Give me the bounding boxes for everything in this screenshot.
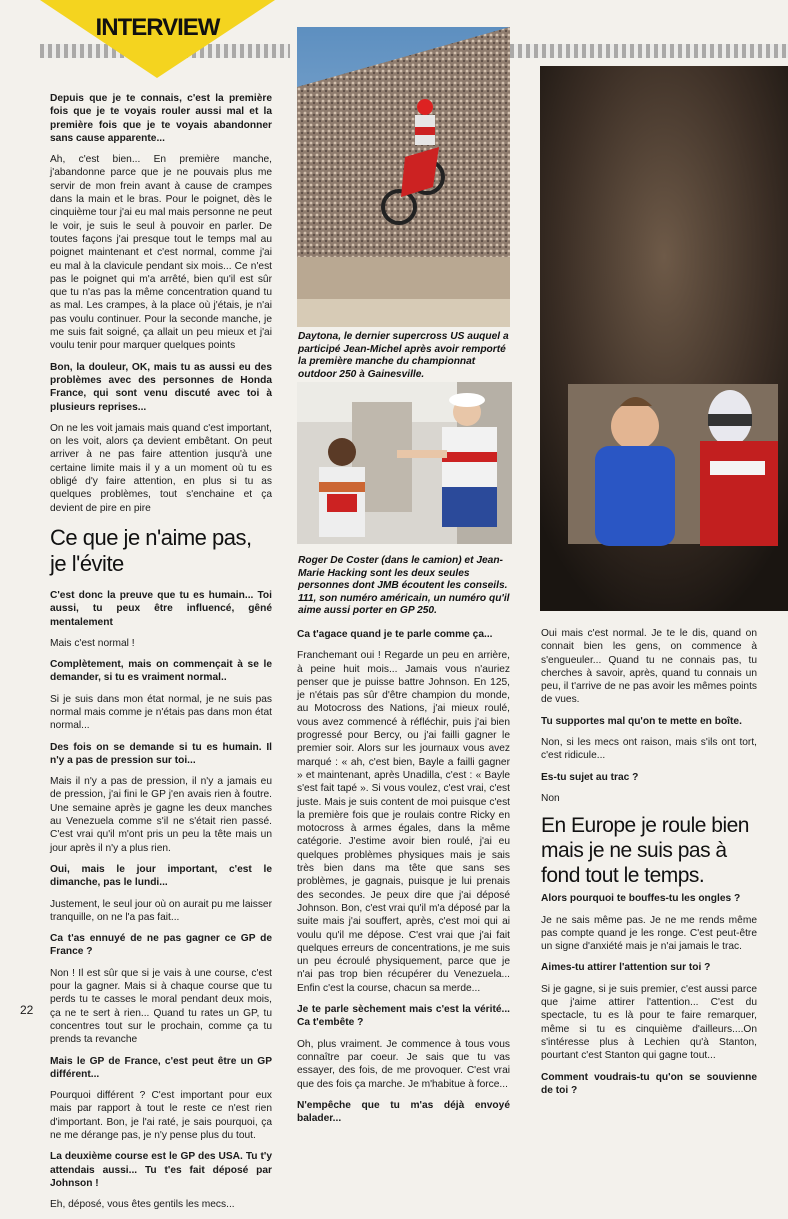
- answer: Justement, le seul jour où on aurait pu me laisser tranquille, on ne l'a pas fait...: [50, 898, 272, 923]
- question: Ca t'as ennuyé de ne pas gagner ce GP de France ?: [50, 933, 272, 958]
- question: Comment voudrais-tu qu'on se souvienne de toi ?: [541, 1071, 757, 1096]
- column-3: [541, 627, 757, 1105]
- answer: Mais c'est normal !: [50, 637, 135, 649]
- question: Ca t'agace quand je te parle comme ça...: [297, 629, 493, 640]
- answer: Oh, plus vraiment. Je commence à tous vous connaître par coeur. Je sais que tu vas essayer, des fois, de me provoquer. C'est vrai que des fois ça marche. Je m'habitue à force...: [297, 1038, 510, 1090]
- answer: Pourquoi différent ? C'est important pour eux mais par rapport à tout le reste ce n'est rien d'important. Bon, je l'ai raté, je sais pourquoi, ça ne me dérange pas, je n'y pense plus du tout.: [50, 1090, 272, 1141]
- photo-daytona-supercross: [297, 27, 510, 327]
- daytona-photo-image: [297, 27, 510, 327]
- question: Es-tu sujet au trac ?: [541, 771, 639, 783]
- question: Aimes-tu attirer l'attention sur toi ?: [541, 962, 711, 974]
- question: N'empêche que tu m'as déjà envoyé balader...: [297, 1099, 510, 1125]
- answer: Oui mais c'est normal. Je te le dis, quand on connait bien les gens, on commence à s'engueuler... Quand tu ne connais pas, tu cherches à savoir, après, quand tu connais un peu, il t'arrive de ne pas avoir les mêmes points de vues.: [541, 628, 757, 706]
- answer: Mais il n'y a pas de pression, il n'y a jamais eu de pression, j'ai fini le GP j'en avais rien à foutre. Une semaine après je gagne les deux manches au Venezuela comme s'il ne s'était rien passé. C'est vrai qu'il m'ont pris un peu la tête mais un jour après il n'y a plus rien.: [50, 776, 272, 854]
- answer: Franchemant oui ! Regarde un peu en arrière, à peine huit mois... Jamais vous n'auriez penser que je puisse battre Johnson. En 125, je n'étais pas sûr d'être champion du monde, au Motocross des Nations, j'ai mieux roulé, vous avez commencé à réfléchir, puis j'ai bien progressé pour Bercy, ou j'ai failli gagner le premier soir. Alors sur les journaux vous avez marqué : « ah, c'est bien, Bayle a failli gagner » et maintenant, après Unadilla, c'est : « Bayle s'est fait tapé ». Si vous voulez, c'est vrai, c'est juste. Mais je suis content de moi puisque c'est la première fois que je roulais contre Ricky en motocross à armes égales, dans la même catégorie. J'estime avoir bien roulé, j'ai eu quelques problèmes physiques mais je sais très bien dans ma tête que sans ses problèmes, je gagnais, puisque je lui prenais des secondes. Je peux dire que j'ai déposé Johnson. Bon, c'est vrai qu'il m'a déposé par la suite mais j'ai souffert, après, c'est moi qui ai voulu qu'il me dépose. C'est vrai que j'ai fait quelques erreurs de concentrations, je me suis un peu écroulé physiquement, parce que je n'ai pas trop bien récupérer du Venezuela... Enfin c'est la course, chacun sa merde...: [297, 650, 510, 994]
- portrait-photo-image: [540, 66, 788, 611]
- question: C'est donc la preuve que tu es humain... Toi aussi, tu peux être influencé, gêné mentalement: [50, 589, 272, 628]
- question: Des fois on se demande si tu es humain. Il n'y a pas de pression sur toi...: [50, 741, 272, 766]
- question: Bon, la douleur, OK, mais tu as aussi eu des problèmes avec des personnes de Honda France, qui sont venu discuté avec toi à plusieurs reprises...: [50, 361, 272, 413]
- answer: Non ! Il est sûr que si je vais à une course, c'est pour la gagner. Mais si à chaque course que tu perds tu te casses le moral pendant deux mois, ça ne te sert à rien... Quand tu rates un GP, tu concentres tout sur le prochain, comme ça tu prends ta revanche: [50, 967, 272, 1046]
- section-heading: Ce que je n'aime pas, je l'évite: [50, 524, 252, 576]
- photo-caption-daytona: Daytona, le dernier supercross US auquel a participé Jean-Michel après avoir remporté la première manche du championnat outdoor 250 à Gainesville.: [298, 331, 509, 380]
- answer: Si je gagne, si je suis premier, c'est aussi parce que j'aime attirer l'attention... C'est du spectacle, tu es là pour te faire remarquer, même si tu es cinquième d'ailleurs....On s'intéresse plus à Lechien qu'à Stanton, pourtant c'est Stanton qui gagne tout...: [541, 983, 757, 1062]
- answer: Non, si les mecs ont raison, mais s'ils ont tort, c'est ridicule...: [541, 737, 757, 762]
- section-label: INTERVIEW: [95, 14, 220, 41]
- answer: Si je suis dans mon état normal, je ne suis pas normal mais comme je n'étais pas dans mon état normal...: [50, 693, 272, 732]
- answer: Ah, c'est bien... En première manche, j'abandonne parce que je ne pouvais plus me servir de mon frein avant à cause de crampes dans la main et le bras. Pour le poignet, dès le cinquième tour j'ai eu mal mais personne ne peut le voir, je suis le seul à pouvoir en parler. De toutes façons j'ai presque tout le temps mal au poignet maintenant et c'est normal, comme j'ai eu mal à la clavicule pendant six mois... Ce n'est pas le poignet qui m'a arrêté, bien qu'il est sûr que tu n'as pas la même concentration quand tu as mal. Les crampes, à la place où j'étais, je n'ai pas voulu continuer. Pour la seconde manche, je me suis fait soigné, ça allait un peu mieux et j'ai voulu tenir pour marquer quelques points: [50, 154, 272, 352]
- page-number: 22: [20, 1003, 34, 1017]
- answer: Eh, déposé, vous êtes gentils les mecs...: [50, 1199, 235, 1211]
- section-heading: En Europe je roule bien mais je ne suis pas à fond tout le temps.: [541, 814, 749, 888]
- question: Mais le GP de France, c'est peut être un GP différent...: [50, 1055, 272, 1080]
- question: La deuxième course est le GP des USA. Tu t'y attendais aussi... Tu t'es fait déposé par Johnson !: [50, 1151, 272, 1189]
- truck-photo-image: [297, 382, 512, 544]
- question: Complètement, mais on commençait à se le demander, si tu es vraiment normal..: [50, 659, 272, 684]
- column-2: [297, 628, 510, 1133]
- photo-portrait-large: [540, 66, 788, 611]
- question: Tu supportes mal qu'on te mette en boîte.: [541, 715, 742, 727]
- question: Alors pourquoi te bouffes-tu les ongles ?: [541, 893, 741, 905]
- question: Je te parle sèchement mais c'est la vérité... Ca t'embête ?: [297, 1004, 510, 1029]
- answer: Non: [541, 792, 560, 804]
- photo-caption-truck: Roger De Coster (dans le camion) et Jean-Marie Hacking sont les deux seules personnes dont JMB écoutent les conseils. 111, son numéro américain, un numéro qu'il aime aussi porter en GP 250.: [298, 555, 510, 617]
- answer: Je ne sais même pas. Je ne me rends même pas compte quand je les ronge. C'est peut-être un signe d'anxiété mais je n'ai jamais le trac.: [541, 914, 757, 953]
- answer: On ne les voit jamais mais quand c'est important, on les voit, alors ça devient embêtant. On peut arriver à ne pas faire attention jusqu'à une certaine limite mais il y a un moment où tu es obligé d'y faire attention, en plus si tu as quelques problèmes, tout s'enchaine et ça devient de pire en pire: [50, 422, 272, 514]
- photo-de-coster-truck: [297, 382, 512, 544]
- checker-border-right: [510, 44, 788, 58]
- question: Depuis que je te connais, c'est la première fois que je te voyais rouler aussi mal et la première fois que je te voyais abandonner sans cause apparente...: [50, 93, 272, 144]
- question: Oui, mais le jour important, c'est le dimanche, pas le lundi...: [50, 863, 272, 889]
- column-1: [50, 92, 272, 1219]
